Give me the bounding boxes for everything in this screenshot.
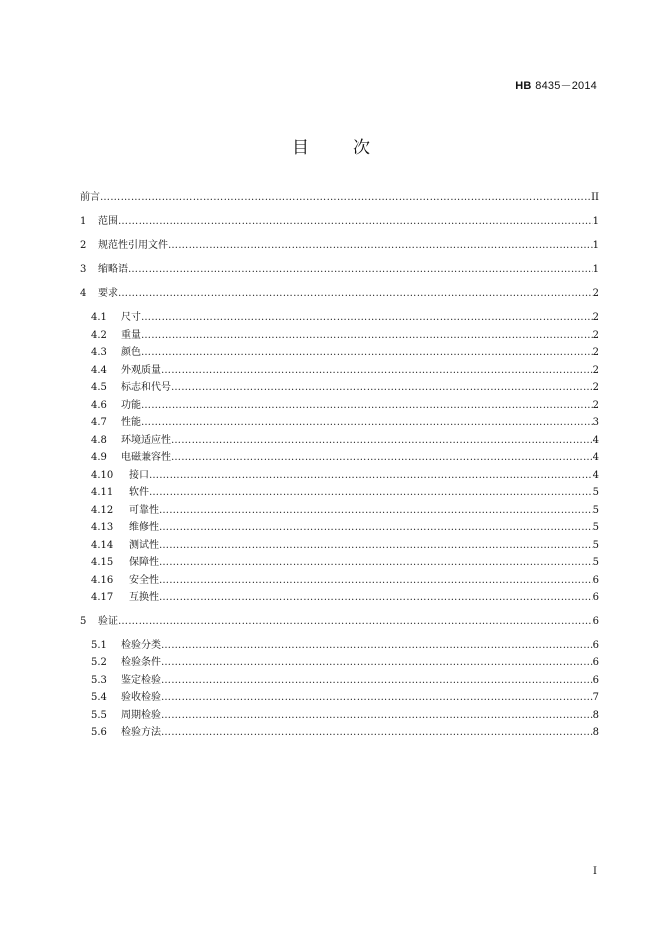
toc-entry[interactable] xyxy=(91,330,599,342)
toc-entry[interactable] xyxy=(80,616,599,628)
toc-entry-number: 5 xyxy=(80,616,87,627)
toc-entry-label xyxy=(91,727,161,739)
toc-entry-label xyxy=(91,400,141,412)
toc-leader-dots xyxy=(141,400,593,412)
toc-entry-label xyxy=(80,192,100,204)
toc-entry-number: 4.5 xyxy=(91,382,107,393)
toc-entry-number: 4.9 xyxy=(91,452,107,463)
toc-entry-title: 电磁兼容性 xyxy=(121,452,171,463)
toc-entry-page: 2 xyxy=(592,288,599,299)
toc-entry-title: 要求 xyxy=(98,288,118,299)
toc-leader-dots xyxy=(159,522,593,534)
toc-entry-page: 8 xyxy=(592,727,599,738)
toc-entry[interactable] xyxy=(91,505,599,517)
toc-entry[interactable] xyxy=(91,312,599,324)
toc-entry-label xyxy=(91,522,159,534)
toc-leader-dots xyxy=(161,727,593,739)
toc-entry[interactable] xyxy=(91,557,599,569)
toc-entry-title: 维修性 xyxy=(129,522,159,533)
toc-entry-title: 可靠性 xyxy=(129,505,159,516)
toc-leader-dots xyxy=(141,312,593,324)
toc-entry-number: 5.5 xyxy=(91,710,107,721)
toc-entry-title: 性能 xyxy=(121,417,141,428)
toc-entry-page: 6 xyxy=(592,592,599,603)
toc-entry[interactable] xyxy=(91,435,599,447)
toc-entry-label xyxy=(91,452,171,464)
toc-entry-label xyxy=(91,540,159,552)
toc-entry[interactable] xyxy=(91,710,599,722)
toc-entry-number: 4.3 xyxy=(91,347,107,358)
toc-entry-label xyxy=(91,675,161,687)
toc-leader-dots xyxy=(161,675,593,687)
toc-leader-dots xyxy=(171,382,593,394)
toc-entry-number: 4 xyxy=(80,288,87,299)
toc-entry[interactable] xyxy=(91,452,599,464)
toc-entry-label xyxy=(91,657,161,669)
toc-entry-number: 5.3 xyxy=(91,675,107,686)
toc-entry-page: 5 xyxy=(592,540,599,551)
toc-entry-number: 2 xyxy=(80,240,87,251)
toc-entry-label xyxy=(91,330,141,342)
toc-entry-label xyxy=(80,264,128,276)
toc-entry[interactable] xyxy=(91,470,599,482)
toc-entry-title: 接口 xyxy=(129,470,149,481)
toc-entry-title: 外观质量 xyxy=(121,365,161,376)
toc-entry-number: 4.4 xyxy=(91,365,107,376)
toc-entry-label xyxy=(91,592,159,604)
toc-entry[interactable] xyxy=(80,240,599,252)
toc-entry-title: 互换性 xyxy=(129,592,159,603)
toc-entry-number: 4.7 xyxy=(91,417,107,428)
toc-entry[interactable] xyxy=(91,575,599,587)
toc-entry-number: 4.11 xyxy=(91,487,114,498)
toc-entry-title: 检验方法 xyxy=(121,727,161,738)
toc-entry[interactable] xyxy=(91,400,599,412)
page-title: 目次 xyxy=(292,138,414,158)
toc-entry[interactable] xyxy=(91,365,599,377)
toc-entry-page: 6 xyxy=(592,675,599,686)
toc-leader-dots xyxy=(100,192,591,204)
toc-entry-title: 功能 xyxy=(121,400,141,411)
toc-entry[interactable] xyxy=(91,727,599,739)
toc-entry-page: 2 xyxy=(592,312,599,323)
toc-entry-label xyxy=(80,216,118,228)
toc-entry-number: 5.4 xyxy=(91,692,107,703)
toc-leader-dots xyxy=(161,365,593,377)
toc-entry-label xyxy=(80,616,118,628)
toc-entry[interactable] xyxy=(91,382,599,394)
toc-leader-dots xyxy=(118,616,593,628)
toc-entry-number: 4.1 xyxy=(91,312,107,323)
toc-leader-dots xyxy=(159,505,593,517)
toc-entry-page: 2 xyxy=(592,400,599,411)
toc-entry-title: 范围 xyxy=(98,216,118,227)
toc-entry-page: 7 xyxy=(592,692,599,703)
toc-entry-label xyxy=(91,312,141,324)
toc-entry[interactable] xyxy=(91,640,599,652)
toc-entry-title: 鉴定检验 xyxy=(121,675,161,686)
toc-entry-number: 4.8 xyxy=(91,435,107,446)
toc-entry-label xyxy=(91,417,141,429)
toc-leader-dots xyxy=(141,330,593,342)
toc-entry-label xyxy=(91,557,159,569)
toc-entry-page: 1 xyxy=(592,264,599,275)
toc-entry-title: 周期检验 xyxy=(121,710,161,721)
toc-entry-number: 4.17 xyxy=(91,592,114,603)
toc-entry-title: 颜色 xyxy=(121,347,141,358)
toc-leader-dots xyxy=(161,710,593,722)
toc-entry-label xyxy=(91,365,161,377)
toc-entry-label xyxy=(91,435,171,447)
toc-entry-title: 标志和代号 xyxy=(121,382,171,393)
toc-entry-page: 6 xyxy=(592,616,599,627)
toc-leader-dots xyxy=(159,575,593,587)
toc-leader-dots xyxy=(149,470,593,482)
toc-entry-page: II xyxy=(591,192,599,203)
toc-entry-title: 规范性引用文件 xyxy=(98,240,168,251)
toc-leader-dots xyxy=(159,540,593,552)
toc-entry-label xyxy=(91,575,159,587)
toc-entry[interactable] xyxy=(91,487,599,499)
toc-entry-number: 4.6 xyxy=(91,400,107,411)
toc-entry-title: 保障性 xyxy=(129,557,159,568)
toc-entry-title: 检验条件 xyxy=(121,657,161,668)
toc-leader-dots xyxy=(118,216,593,228)
toc-entry-page: 6 xyxy=(592,575,599,586)
toc-leader-dots xyxy=(159,557,593,569)
toc-entry[interactable] xyxy=(80,216,599,228)
toc-entry-page: 2 xyxy=(592,365,599,376)
toc-leader-dots xyxy=(161,692,593,704)
toc-entry-page: 2 xyxy=(592,382,599,393)
toc-entry-number: 4.2 xyxy=(91,330,107,341)
toc-entry[interactable] xyxy=(91,522,599,534)
toc-entry[interactable] xyxy=(80,264,599,276)
toc-entry-label xyxy=(91,382,171,394)
toc-leader-dots xyxy=(159,592,593,604)
toc-entry-label xyxy=(91,692,161,704)
toc-entry-number: 3 xyxy=(80,264,87,275)
toc-entry-page: 5 xyxy=(592,522,599,533)
toc-entry-title: 验收检验 xyxy=(121,692,161,703)
toc-entry-page: 8 xyxy=(592,710,599,721)
toc-entry[interactable] xyxy=(91,675,599,687)
toc-entry-number: 4.12 xyxy=(91,505,114,516)
toc-entry-title: 检验分类 xyxy=(121,640,161,651)
toc-entry-label xyxy=(91,710,161,722)
toc-entry-label xyxy=(80,240,168,252)
toc-entry-number: 1 xyxy=(80,216,87,227)
toc-entry-page: 5 xyxy=(592,557,599,568)
toc-entry-page: 6 xyxy=(592,640,599,651)
toc-entry-label xyxy=(91,347,141,359)
toc-entry-title: 安全性 xyxy=(129,575,159,586)
toc-entry-number: 4.16 xyxy=(91,575,114,586)
toc-leader-dots xyxy=(141,347,593,359)
toc-leader-dots xyxy=(171,435,593,447)
toc-entry-page: 2 xyxy=(592,347,599,358)
standard-code-number: 8435－2014 xyxy=(535,80,597,92)
toc-entry-page: 1 xyxy=(592,216,599,227)
toc-entry-title: 测试性 xyxy=(129,540,159,551)
toc-entry[interactable] xyxy=(91,692,599,704)
toc-leader-dots xyxy=(171,452,593,464)
toc-entry-label xyxy=(91,505,159,517)
toc-entry-page: 4 xyxy=(592,470,599,481)
toc-entry[interactable] xyxy=(80,288,599,300)
toc-leader-dots xyxy=(118,288,593,300)
standard-code-prefix: HB xyxy=(515,80,532,92)
toc-entry-number: 4.10 xyxy=(91,470,114,481)
toc-leader-dots xyxy=(168,240,593,252)
toc-entry-number: 5.1 xyxy=(91,640,107,651)
toc-entry-number: 4.14 xyxy=(91,540,114,551)
toc-entry-number: 5.2 xyxy=(91,657,107,668)
toc-entry-number: 4.13 xyxy=(91,522,114,533)
toc-entry-page: 3 xyxy=(592,417,599,428)
toc-entry-label xyxy=(80,288,118,300)
toc-entry-title: 验证 xyxy=(98,616,118,627)
toc-entry-page: 4 xyxy=(592,452,599,463)
toc-entry[interactable] xyxy=(91,657,599,669)
toc-leader-dots xyxy=(149,487,593,499)
toc-entry-page: 1 xyxy=(592,240,599,251)
toc-entry-title: 前言 xyxy=(80,192,100,203)
toc-entry[interactable] xyxy=(91,540,599,552)
toc-entry-page: 5 xyxy=(592,487,599,498)
toc-leader-dots xyxy=(161,657,593,669)
toc-entry-label xyxy=(91,487,149,499)
toc-leader-dots xyxy=(161,640,593,652)
toc-entry[interactable] xyxy=(91,347,599,359)
toc-entry-page: 5 xyxy=(592,505,599,516)
toc-entry-page: 6 xyxy=(592,657,599,668)
toc-entry-label xyxy=(91,470,149,482)
footer-page-number: I xyxy=(593,866,597,877)
toc-entry-title: 尺寸 xyxy=(121,312,141,323)
table-of-contents xyxy=(80,0,599,936)
toc-entry-title: 重量 xyxy=(121,330,141,341)
toc-leader-dots xyxy=(141,417,593,429)
toc-entry-number: 4.15 xyxy=(91,557,114,568)
toc-entry[interactable] xyxy=(91,592,599,604)
toc-entry[interactable] xyxy=(91,417,599,429)
toc-entry-page: 2 xyxy=(592,330,599,341)
toc-entry-label xyxy=(91,640,161,652)
toc-entry-page: 4 xyxy=(592,435,599,446)
toc-leader-dots xyxy=(128,264,593,276)
toc-entry-title: 软件 xyxy=(129,487,149,498)
toc-entry-title: 缩略语 xyxy=(98,264,128,275)
toc-entry-title: 环境适应性 xyxy=(121,435,171,446)
toc-entry-number: 5.6 xyxy=(91,727,107,738)
toc-entry[interactable] xyxy=(80,192,599,204)
